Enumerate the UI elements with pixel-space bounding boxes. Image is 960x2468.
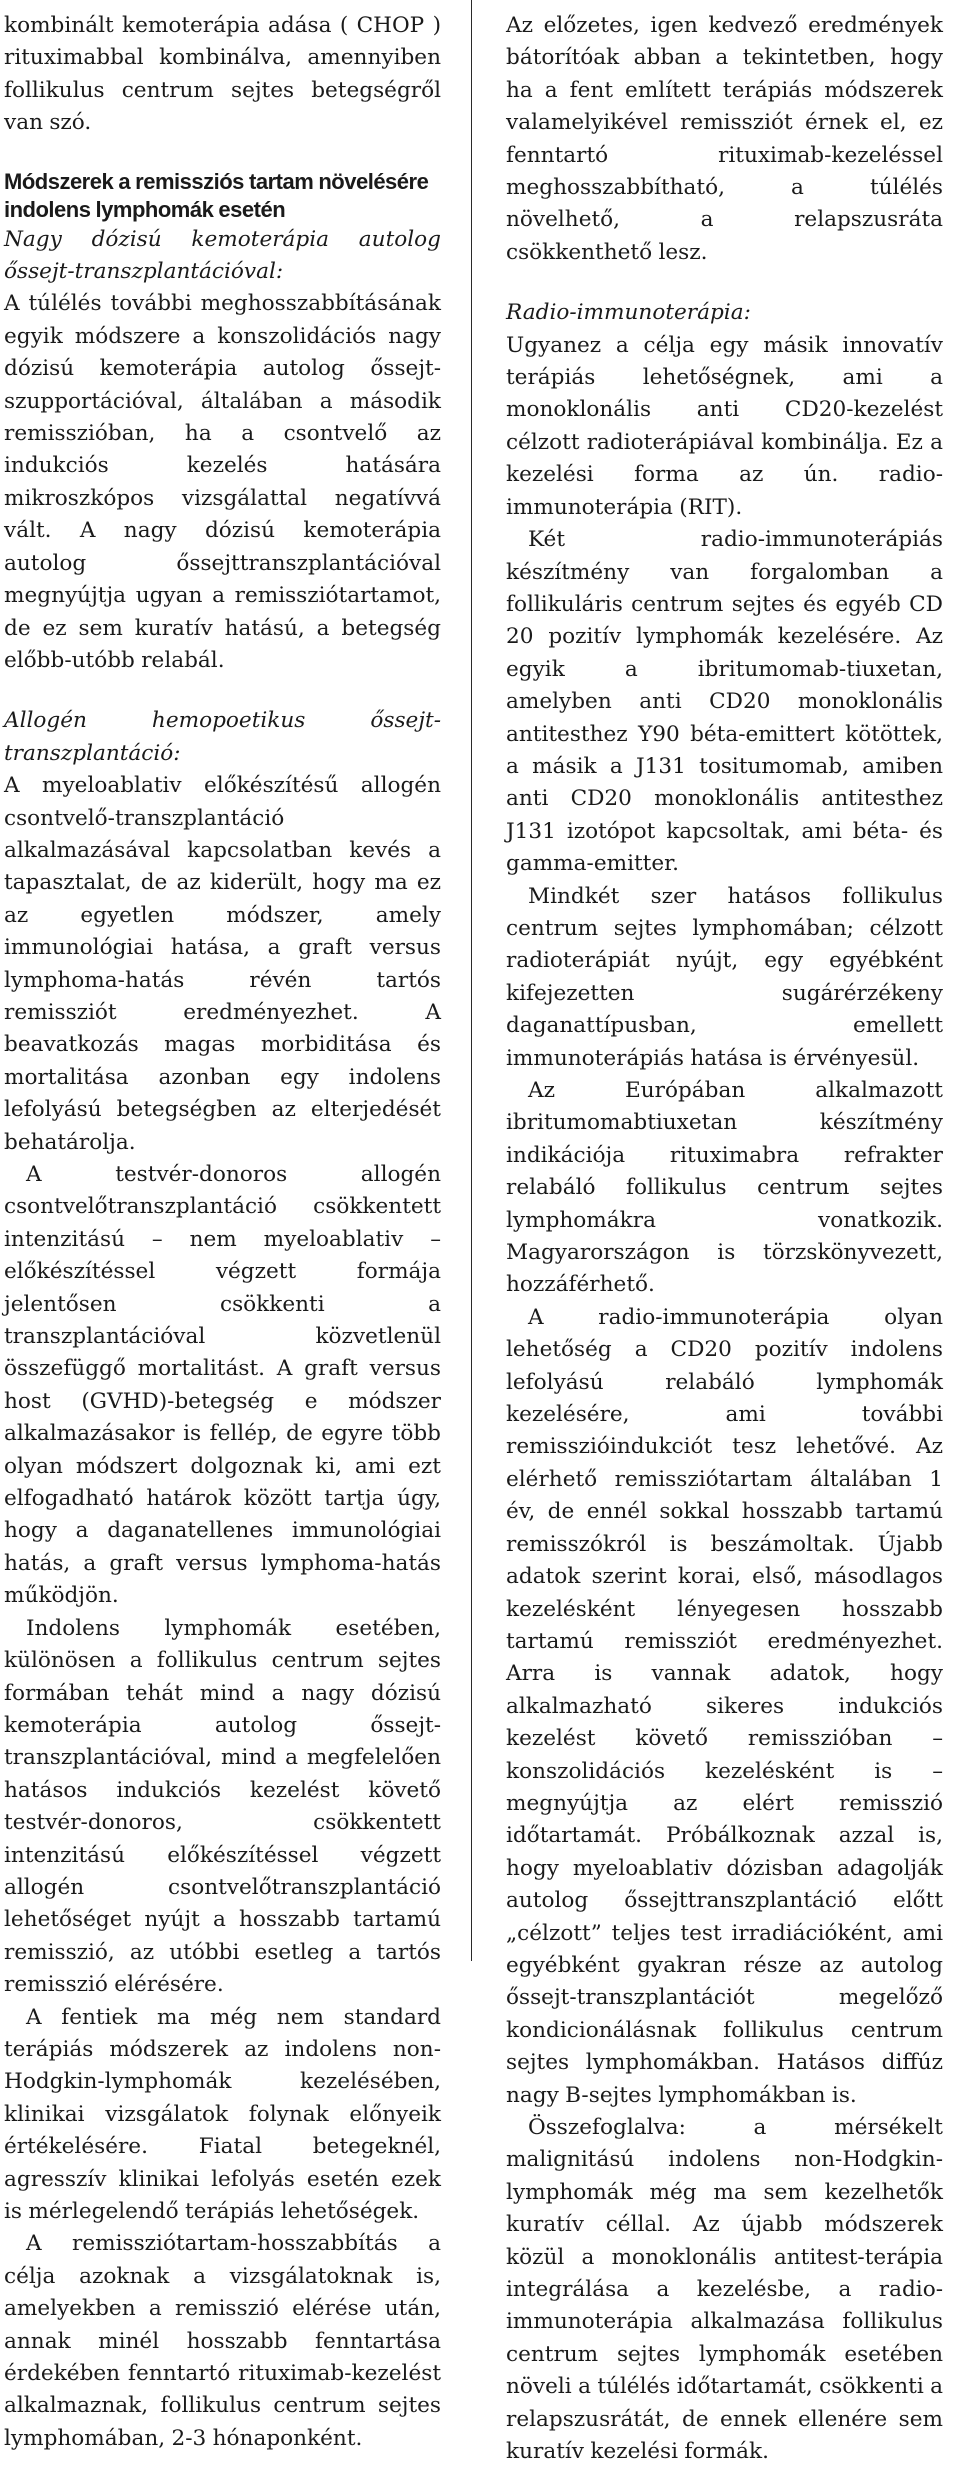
column-divider [471,0,472,1961]
paragraph-allogeneic-1: A myeloablativ előkészítésű allogén csontvelő-transzplantáció alkalmazásával kapcsolatban kevés a tapasztalat, de az kiderült, hogy ma ez az egyetlen módszer, amely immunológiai hatása, a graft versus lymphoma-hatás révén tartós remissziót eredményezhet. A beavatkozás magas morbiditása és mortalitása azonban egy indolens lefolyású betegségben az elterjedését behatárolja. [4,773,441,1155]
right-column [506,10,943,2468]
paragraph-summary: Összefoglalva: a mérsékelt malignitású indolens non-Hodgkin-lymphomák még ma sem kezelhetők kuratív céllal. Az újabb módszerek közül a monoklonális antitest-terápia integrálása a kezelésbe, a radio-immunoterápia alkalmazása follikulus centrum sejtes lymphomák esetében növeli a túlélés időtartamát, csökkenti a relapszusrátát, de ennek ellenére sem kuratív kezelési formák. [506,2115,943,2465]
paragraph-autologous: A túlélés további meghosszabbításának egyik módszere a konszolidációs nagy dózisú kemoterápia autolog őssejt-szupportációval, általában a második remisszióban, ha a csontvelő az indukciós kezelés hatására mikroszkópos vizsgálattal negatívvá vált. A nagy dózisú kemoterápia autolog őssejttranszplantációval megnyújtja ugyan a remissziótartamot, de ez sem kuratív hatású, a betegség előbb-utóbb relabál. [4,291,441,673]
left-column [4,10,441,2455]
paragraph-rit-options: A radio-immunoterápia olyan lehetőség a CD20 pozitív indolens lefolyású relabáló lymphomák kezelésére, ami további remisszióindukciót tesz lehetővé. Az elérhető remissziótartam általában 1 év, de ennél sokkal hosszabb tartamú remisszókról is beszámoltak. Újabb adatok szerint korai, első, másodlagos kezelésként lényegesen hosszabb tartamú remissziót eredményezhet. Arra is vannak adatok, hogy alkalmazható sikeres indukciós kezelést követő remisszióban – konszolidációs kezelésként is – megnyújtja az elért remisszió időtartamát. Próbálkoznak azzal is, hogy myeloablativ dózisban adagolják autolog őssejttranszplantáció előtt „célzott” teljes test irradiációként, ami egyébként gyakran része az autolog őssejt-transzplantációt megelőző kondicionálásnak follikulus centrum sejtes lymphomákban. Hatásos diffúz nagy B-sejtes lymphomákban is. [506,1304,943,2108]
section-heading: Módszerek a remissziós tartam növelésére indolens lymphomák esetén [4,168,429,222]
paragraph-allogeneic-2: A testvér-donoros allogén csontvelőtranszplantáció csökkentett intenzitású – nem myeloablativ – előkészítéssel végzett formája jelentősen csökkenti a transzplantációval közvetlenül összefüggő mortalitást. A graft versus host (GVHD)-betegség e módszer alkalmazásakor is fellép, de egyre több olyan módszert dolgoznak ki, ami ezt elfogadható határok között tartja úgy, hogy a daganatellenes immunológiai hatás, a graft versus lymphoma-hatás működjön. [4,1162,441,1609]
subheading-autologous: Nagy dózisú kemoterápia autolog őssejt-transzplantációval: [4,226,441,285]
paragraph-rit-europe: Az Európában alkalmazott ibritumomabtiuxetan készítmény indikációja rituximabra refrakter relabáló follikulus centrum sejtes lymphomákra vonatkozik. Magyarországon is törzskönyvezett, hozzáférhető. [506,1078,943,1298]
subheading-allogeneic: Allogén hemopoetikus őssejt-transzplantáció: [4,708,441,766]
paragraph-maintenance: A remissziótartam-hosszabbítás a célja azoknak a vizsgálatoknak is, amelyekben a remisszió elérése után, annak minél hosszabb fenntartása érdekében fenntartó rituximab-kezelést alkalmaznak, follikulus centrum sejtes lymphomában, 2-3 hónaponként. [4,2231,441,2451]
paragraph-rit-intro: Ugyanez a célja egy másik innovatív terápiás lehetőségnek, ami a monoklonális anti CD20-kezelést célzott radioterápiával kombinálja. Ez a kezelési forma az ún. radio-immunoterápia (RIT). [506,332,943,520]
paragraph-rit-products: Két radio-immunoterápiás készítmény van forgalomban a follikuláris centrum sejtes és egyéb CD 20 pozitív lymphomák kezelésére. Az egyik a ibritumomab-tiuxetan, amelyben anti CD20 monoklonális antitesthez Y90 béta-emittert kötöttek, a másik a J131 tositumomab, amiben anti CD20 monoklonális antitesthez J131 izotópot kapcsoltak, ami béta- és gamma-emitter. [506,527,943,877]
paragraph-nonstandard: A fentiek ma még nem standard terápiás módszerek az indolens non-Hodgkin-lymphomák kezelésében, klinikai vizsgálatok folynak előnyeik értékelésére. Fiatal betegeknél, agresszív klinikai lefolyás esetén ezek is mérlegelendő terápiás lehetőségek. [4,2004,441,2224]
paragraph-rit-effect: Mindkét szer hatásos follikulus centrum sejtes lymphomában; célzott radioterápiát nyújt, egy egyébként kifejezetten sugárérzékeny daganattípusban, emellett immunoterápiás hatása is érvényesül. [506,883,943,1071]
intro-paragraph: kombinált kemoterápia adása ( CHOP ) rituximabbal kombinálva, amennyiben follikulus centrum sejtes betegségről van szó. [4,13,441,136]
paragraph-results: Az előzetes, igen kedvező eredmények bátorítóak abban a tekintetben, hogy ha a fent említett terápiás módszerek valamelyikével remissziót érnek el, ez fenntartó rituximab-kezeléssel meghosszabbítható, a túlélés növelhető, a relapszusráta csökkenthető lesz. [506,13,943,265]
subheading-radioimmuno: Radio-immunoterápia: [506,300,751,326]
paragraph-indolent: Indolens lymphomák esetében, különösen a follikulus centrum sejtes formában tehát mind a nagy dózisú kemoterápia autolog őssejt-transzplantációval, mind a megfelelően hatásos indukciós kezelést követő testvér-donoros, csökkentett intenzitású előkészítéssel végzett allogén csontvelőtranszplantáció lehetőséget nyújt a hosszabb tartamú remisszió, az utóbbi esetleg a tartós remisszió elérésére. [4,1615,441,1998]
